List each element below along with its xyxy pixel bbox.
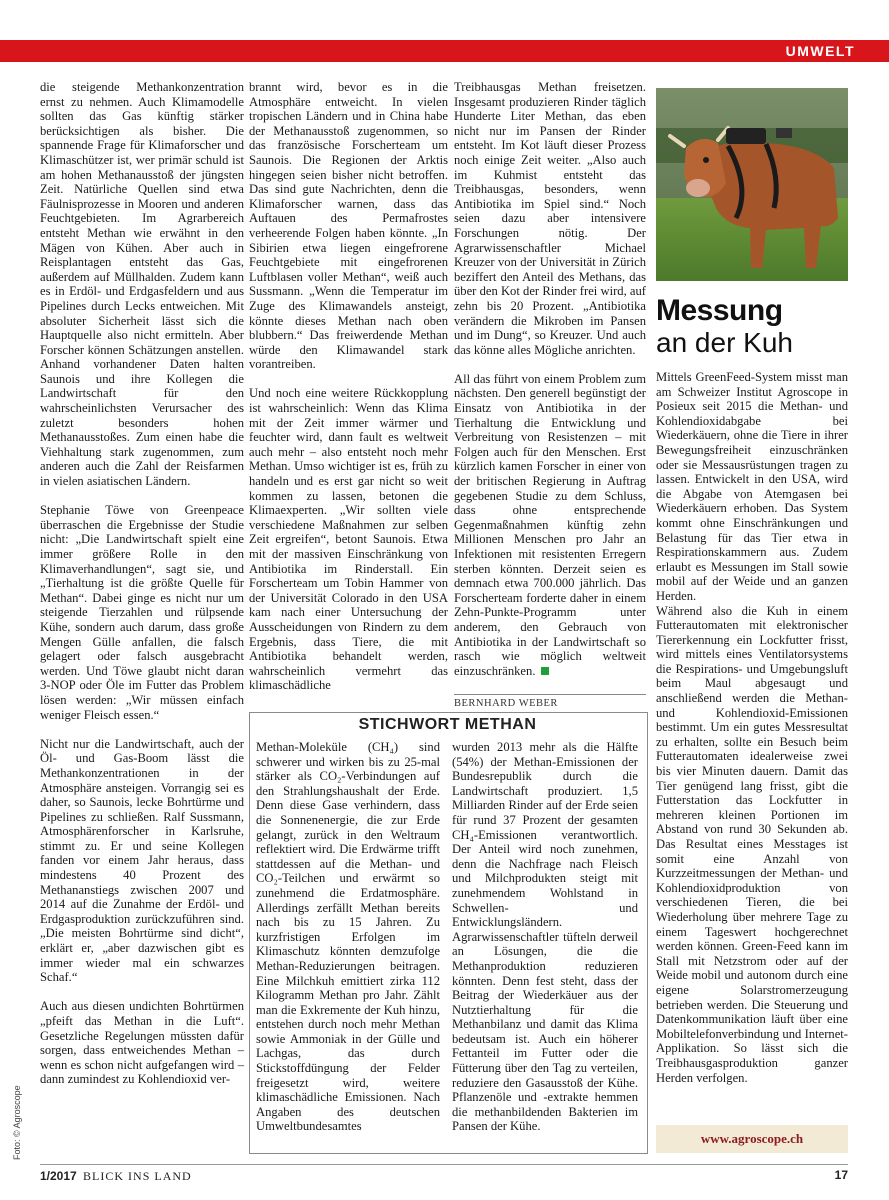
sidebar-column-1: Methan-Moleküle (CH₄) sind schwerer und wirken bis zu 25-mal stärker als CO₂-Verbindungen auf den Strahlungshaushalt der Erde. Denn diese Gase verhindern, dass die Sonnenenergie, die zur Erde gelangt, zurück in den Weltraum reflektiert wird. Die Erdwärme trifft stattdessen auf die Methan- und CO₂-Teilchen und erwärmt so zunehmend die Erdatmosphäre. Allerdings zerfällt Methan bereits nach bis zu 15 Jahren. Zu kurzfristigen Erfolgen im Klimaschutz könnten demzufolge Methan-Reduzierungen beitragen. Eine Milchkuh emittiert zirka 112 Kilogramm Methan pro Jahr. Zählt man die Exkremente der Kuh hinzu, entstehen durch noch mehr Methan sowie Ammoniak in der Gülle und Lachgas, das durch Stickstoffdüngung der Felder freigesetzt wird, weitere klimaschädliche Emissionen. Nach Angaben des deutschen Umweltbundesamtes: [256, 740, 440, 1134]
page-number: 17: [834, 1168, 848, 1182]
footer-rule: [40, 1164, 848, 1165]
article-paragraph: Stephanie Töwe von Greenpeace überraschen die Ergebnisse der Studie nicht: „Die Landwirtschaft spielt eine immer größere Rolle in den Klimaverhandlungen“, sagt sie, und „Tierhaltung ist die größte Quelle für Methan“. Dabei ginge es nicht nur um steigende Tierzahlen und rülpsende Kühe, sondern auch darum, dass große Mengen Gülle anfallen, die falsch gelagert oder falsch ausgebracht werden. Und Töwe glaubt nicht daran 3-NOP oder Öle im Futter das Problem lösen werden: „Wir müssen einfach weniger Fleisch essen.“: [40, 503, 244, 722]
article-paragraph: brannt wird, bevor es in die Atmosphäre entweicht. In vielen tropischen Ländern und in China habe der Methanausstoß zugenommen, so das französische Forscherteam um Saunois. Die Regionen der Arktis hingegen seien bisher nicht betroffen. Das sind gute Nachrichten, denn die Klimaforscher warnen, dass das Auftauen des Permafrostes verheerende Folgen haben könnte. „In Sibirien etwa liegen eingefrorene Feuchtgebiete mit eingefrorenen Luftblasen voller Methan“, weiß auch Sussmann. „Wenn die Temperatur im Zuge des Klimawandels ansteigt, könnte dieses Methan nach oben blubbern.“ Das freiwerdende Methan würde den Klimawandel stark vorantreiben.: [249, 80, 448, 372]
article-column-2: [249, 80, 448, 708]
box-paragraph: Während also die Kuh in einem Futterautomaten mit elektronischer Tiererkennung ein Lockfutter frisst, wird mittels eines Ventilatorsystems die Respirations- und Umgebungsluft beim Maul abgesaugt und anschließend werden die Methan- und Kohlendioxid-Emissionen bestimmt. Um ein gutes Messresultat zu erhalten, sollte ein Besuch beim Futterautomaten idealerweise zwei bis vier Minuten dauern. Damit das Tier genügend lang frisst, gibt die Futterstation das Lockfutter in mehreren kleinen Portionen im Abstand von rund 30 Sekunden ab. Das Resultat eines Messtages ist somit eine Anzahl von Kurzzeitmessungen der Methan- und Kohlendioxidproduktion von verschiedenen Tieren, die bei Wiederholung über mehrere Tage zu einem Tageswert hochgerechnet werden können. Green-Feed kann im Stall mit Netzstrom oder auf der Weide mobil und autonom durch eine eigene Solarstromerzeugung betrieben werden. Die Steuerung und Datenkommunikation läuft über eine Mobiltelefonverbindung und Internet-Applikation. So lässt sich die Treibhausgasproduktion ganzer Herden verfolgen.: [656, 603, 848, 1085]
article-paragraph-text: All das führt von einem Problem zum nächsten. Den generell begünstigt der Einsatz von Antibiotika in der Tierhaltung die Entwicklung und Verbreitung von Resistenzen – mit Folgen auch für den Menschen. Erst kürzlich kamen Forscher in einer von der britischen Regierung in Auftrag gegebenen Studie zu dem Schluss, dass ohne entsprechende Gegenmaßnahmen künftig zehn Millionen Menschen pro Jahr an Infektionen mit resistenten Erregern sterben könnten. Derzeit seien es demnach etwa 700.000 jährlich. Das Forscherteam forderte daher in einem Zehn-Punkte-Programm unter anderem, den Gebrauch von Antibiotika in der Landwirtschaft so rasch wie möglich weltweit einzuschränken.: [454, 371, 646, 678]
article-paragraph: Auch aus diesen undichten Bohrtürmen „pfeift das Methan in die Luft“. Gesetzliche Regelungen müssten dafür sorgen, dass entweichendes Methan – wenn es schon nicht aufgefangen wird – dann zumindest zu Kohlendioxid ver-: [40, 999, 244, 1087]
sidebar-column-2: wurden 2013 mehr als die Hälfte (54%) der Methan-Emissionen der Bundesrepublik durch die Landwirtschaft produziert. 1,5 Milliarden Rinder auf der Erde seien für rund 37 Prozent der gesamten CH₄-Emissionen verantwortlich. Der Anteil wird noch zunehmen, denn die Nachfrage nach Fleisch und Milchprodukten steigt mit zunehmendem Wohlstand in Schwellen- und Entwicklungsländern. Agrarwissenschaftler tüfteln derweil an Lösungen, die die Methanproduktion reduzieren könnten. Denn fest steht, dass der Beitrag der Wiederkäuer aus der Nutztierhaltung für die Methanbilanz und damit das Klima bedeutsam ist. Auch ein höherer Fettanteil im Futter oder die Fütterung über den Tag zu verteilen, reduziere den Gasausstoß der Kühe. Pflanzenöle und -extrakte hemmen die methanbildenden Bakterien im Pansen der Kühe.: [452, 740, 638, 1134]
cow-photo: [656, 88, 848, 281]
article-column-3: [454, 80, 646, 693]
issue-number: 1/2017: [40, 1169, 77, 1183]
byline: BERNHARD WEBER: [454, 698, 558, 709]
box-story-column: [656, 370, 848, 1100]
article-paragraph: Und noch eine weitere Rückkopplung ist wahrscheinlich: Wenn das Klima mit der Zeit immer wärmer und feuchter wird, dann fault es weltweit auch mehr – also entsteht noch mehr Methan. Umso wichtiger ist es, früh zu handeln und es erst gar nicht so weit kommen zu lassen, betonen die Klimaexperten. „Wir sollten viele verschiedene Maßnahmen zur selben Zeit ergreifen“, betont Saunois. Etwa mit der massiven Einschränkung von Antibiotika im Rinderstall. Ein Forscherteam um Tobin Hammer von der Universität Colorado in den USA kam nach einer Untersuchung der Ausscheidungen von Rindern zu dem Ergebnis, dass Tiere, die mit Antibiotika behandelt werden, wahrscheinlich vermehrt das klimaschädliche: [249, 386, 448, 693]
box-headline: Messung: [656, 294, 783, 327]
magazine-name: BLICK INS LAND: [83, 1169, 192, 1183]
section-label: UMWELT: [785, 43, 855, 59]
article-paragraph: die steigende Methankonzentration ernst zu nehmen. Auch Klimamodelle sollten das Gas künftig stärker berücksichtigen als bisher. Die spannende Frage für Klimaforscher und Klimaschützer ist, wer primär schuld ist am hohen Methanausstoß der jüngsten Zeit. Natürliche Quellen sind etwa Fäulnisprozesse in Mooren und anderen Feuchtgebieten. Im Agrarbereich entsteht Methan wie erwähnt in den Mägen von Kühen. Aber auch in Reisplantagen entsteht das Gas, außerdem auf Müllhalden. Zudem kann es in Erdöl- und Erdgasfeldern und aus Pipelines durch Lecks entweichen. Mit absoluter Sicherheit lässt sich die Hauptquelle also nicht ermitteln. Aber Forscher können Schätzungen anstellen. Anhand vorhandener Daten halten Saunois und ihre Kollegen die Landwirtschaft für den wahrscheinlichsten Verursacher des zuletzt besonders hohen Methanausstoßes. Zum einen habe die Viehhaltung stark zugenommen, zum anderen auch die Zahl der Reisfarmen in vielen asiatischen Ländern.: [40, 80, 244, 489]
cow-photo-icon: [656, 88, 848, 281]
sidebar-title: STICHWORT METHAN: [358, 716, 537, 733]
article-paragraph: Treibhausgas Methan freisetzen. Insgesamt produzieren Rinder täglich Hunderte Liter Methan, das eben nicht nur im Pansen der Rinder entsteht. Im Kot läuft dieser Prozess noch einige Zeit weiter. „Also auch im Kuhmist entsteht das Treibhausgas, besonders, wenn Antibiotika im Spiel sind.“ Noch seien dazu aber intensivere Forschungen nötig. Der Agrarwissenschaftler Michael Kreuzer von der Universität in Zürich beziffert den Anteil des Methans, das über den Kot der Rinder frei wird, auf zehn bis 20 Prozent. „Antibiotika verändern die Mikroben im Pansen und im Dung“, so Kreuzer. Und auch das könne alles Mögliche anrichten.: [454, 80, 646, 357]
box-paragraph: Mittels GreenFeed-System misst man am Schweizer Institut Agroscope in Posieux seit 2015 die Methan- und Kohlendioxidabgabe bei Wiederkäuern, ohne die Tiere in ihrer Bewegungsfreiheit einzuschränken oder sie Messausrüstungen tragen zu lassen. Entwickelt in den USA, wird die Abgabe von Atemgasen bei Wiederkäuern erhoben. Das System kommt ohne Einschränkungen und Belastung für das Tier etwa in Respirationskammern aus. Zudem erlaubt es Messungen im Stall sowie mobil auf der Weide und an ganzen Herden.: [656, 370, 848, 603]
photo-credit: Foto: © Agroscope: [12, 1085, 22, 1160]
section-color-bar: [0, 40, 889, 62]
end-mark-icon: [541, 667, 549, 675]
article-column-1: [40, 80, 244, 1102]
box-subheadline: an der Kuh: [656, 327, 793, 358]
website-link[interactable]: www.agroscope.ch: [656, 1125, 848, 1153]
byline-rule: [454, 694, 646, 695]
article-paragraph-last: [454, 372, 646, 678]
article-paragraph: Nicht nur die Landwirtschaft, auch der Öl- und Gas-Boom lässt die Methankonzentrationen in der Atmosphäre ansteigen. Vorrangig sei es daher, so Saunois, lecke Bohrtürme und Pipelines zu schließen. Ralf Sussmann, Atmosphärenforscher in Karlsruhe, stimmt zu. Er und seine Kollegen fanden vor einem Jahr heraus, dass mindestens 40 Prozent des Methananstiegs zwischen 2007 und 2014 auf die Zunahme der Erdöl- und Erdgasproduktion zurückzuführen sind. „Die meisten Bohrtürme sind dicht“, erklärt er, „aber dazwischen gibt es immer wieder mal ein schwarzes Schaf.“: [40, 736, 244, 985]
footer-issue: [40, 1169, 192, 1184]
